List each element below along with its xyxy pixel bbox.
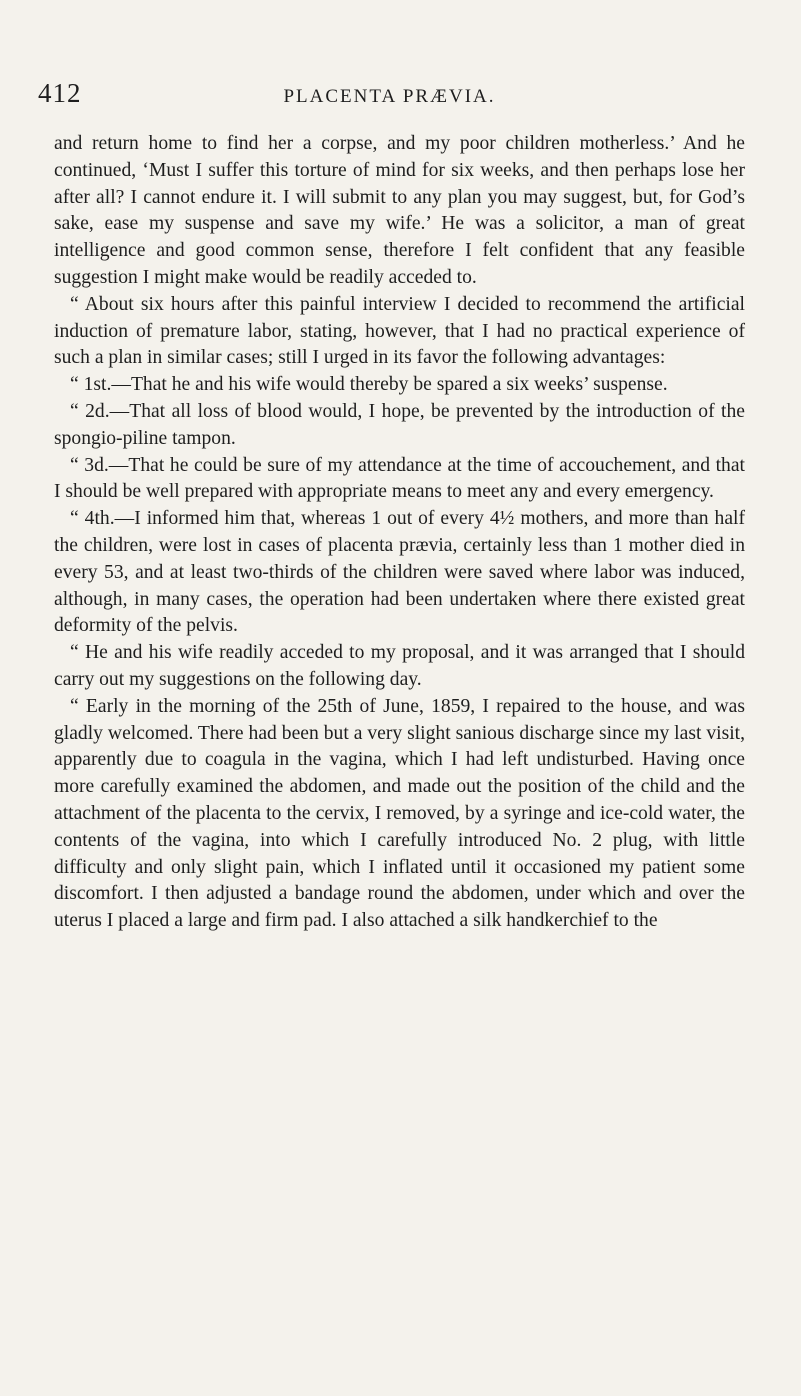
running-title: PLACENTA PRÆVIA. [283, 86, 496, 107]
paragraph-procedure: “ Early in the morning of the 25th of June, 1859, I repaired to the house, and was gladly welcomed. There had been but a very slight sanious discharge since my last visit, apparently due to coagula in the vagina, which I had left undisturbed. Having once more carefully examined the abdomen, and made out the position of the child and the attachment of the placenta to the cervix, I removed, by a syringe and ice-cold water, the contents of the vagina, into which I carefully introduced No. 2 plug, with little difficulty and only slight pain, which I inflated until it occasioned my patient some discomfort. I then adjusted a bandage round the abdomen, under which and over the uterus I placed a large and firm pad. I also attached a silk handkerchief to the [54, 695, 745, 932]
page-number: 412 [38, 78, 82, 108]
paragraph-continuation: and return home to find her a corpse, and my poor children motherless.’ And he continued, ‘Must I suffer this torture of mind for six weeks, and then perhaps lose her after all? I cannot endure it. I will submit to any plan you may suggest, but, for God’s sake, ease my suspense and save my wife.’ He was a solicitor, a man of great intelligence and good common sense, therefore I felt confident that any feasible suggestion I might make would be readily acceded to. [54, 133, 745, 288]
paragraph-consent: “ He and his wife readily acceded to my proposal, and it was arranged that I should carry out my suggestions on the following day. [54, 642, 745, 690]
paragraph-advantage-4: “ 4th.—I informed him that, whereas 1 out of every 4½ mothers, and more than half the children, were lost in cases of placenta prævia, certainly less than 1 mother died in every 53, and at least two-thirds of the children were saved where labor was induced, although, in many cases, the operation had been undertaken where there existed great deformity of the pelvis. [54, 508, 745, 637]
paragraph-advantage-3: “ 3d.—That he could be sure of my attendance at the time of accouchement, and that I should be well prepared with appropriate means to meet any and every emergency. [54, 454, 745, 503]
paragraph-recommendation: “ About six hours after this painful interview I decided to recommend the artificial induction of premature labor, stating, however, that I had no practical experience of such a plan in similar cases; still I urged in its favor the following advantages: [54, 293, 745, 369]
paragraph-advantage-2: “ 2d.—That all loss of blood would, I hope, be prevented by the introduction of the spongio-piline tampon. [54, 400, 745, 449]
page-header [38, 78, 741, 110]
body-text [54, 131, 745, 935]
paragraph-advantage-1: “ 1st.—That he and his wife would thereby be spared a six weeks’ suspense. [70, 374, 668, 396]
